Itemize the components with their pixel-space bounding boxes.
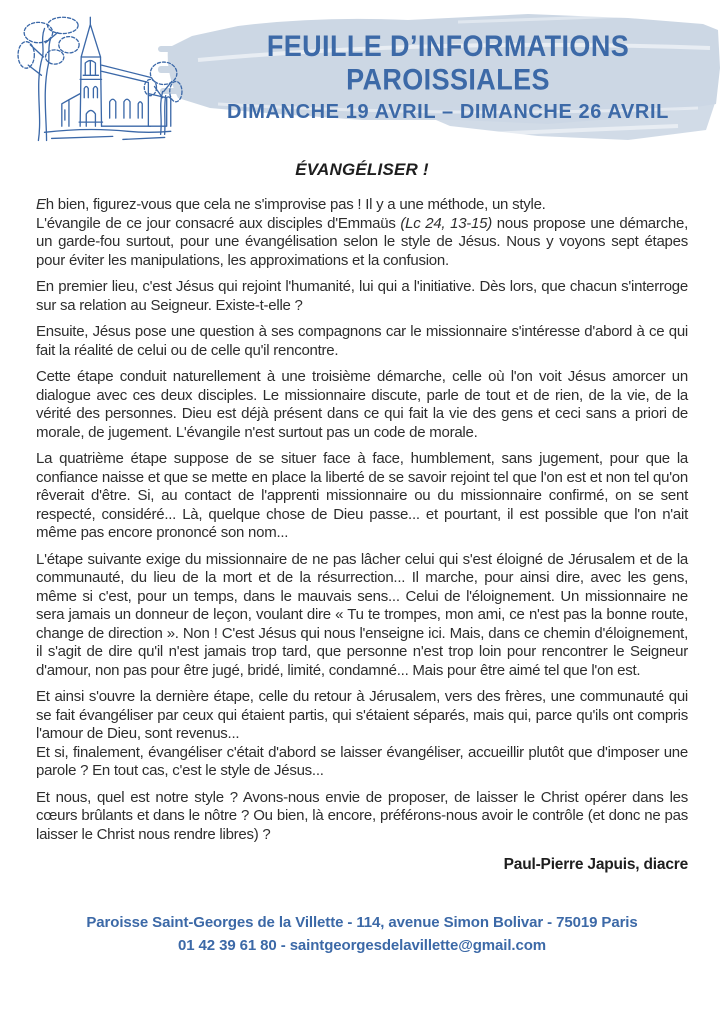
author-signature: Paul-Pierre Japuis, diacre (503, 856, 688, 873)
article-body (0, 196, 724, 875)
scripture-reference: (Lc 24, 13-15) (400, 214, 492, 232)
paragraph-third-step: Cette étape conduit naturellement à une troisième démarche, celle où l'on voit Jésus amorcer un dialogue avec ces deux disciples. Le missionnaire discute, parle de tout et de rien, de la vie, de la vérité des personnes. Dieu est déjà présent dans ce qui fait la vie des gens et ceci sans a priori de morale, de jugement. L'évangile n'est surtout pas un code de morale. (36, 368, 688, 441)
paragraph-second-step: Ensuite, Jésus pose une question à ses compagnons car le missionnaire s'intéresse d'abord à ce qui fait la réalité de celui ou de celle qu'il rencontre. (36, 323, 688, 359)
article-title: ÉVANGÉLISER ! (295, 160, 429, 179)
paragraph-fifth-step: L'étape suivante exige du missionnaire de ne pas lâcher celui qui s'est éloigné de Jérusalem et de la communauté, du lieu de la mort et de la résurrection... Il marche, pour ainsi dire, avec les gens, même si c'est, pour un temps, dans le mauvais sens... Celui de l'éloignement. Un missionnaire ne sera jamais un donneur de leçon, voulant dire « Tu te trompes, mon ami, ce n'est pas la bonne route, change de direction ». Non ! C'est Jésus qui nous l'enseigne ici. Mais, dans ce chemin d'éloignement, il s'agit de dire qu'il n'est jamais trop tard, que personne n'est trop loin pour rencontrer le Seigneur d'amour, non pas pour être jugé, bridé, limité, condamné... Mais pour être aimé tel que l'on est. (36, 550, 688, 679)
paragraph-final-challenge: Et nous, quel est notre style ? Avons-nous envie de proposer, de laisser le Christ opérer dans les cœurs brûlants et dans le nôtre ? Ou bien, là encore, préférons-nous avoir le contrôle (et donc ne pas laisser le Christ nous rendre libres) ? (36, 788, 688, 843)
intro-line (36, 196, 688, 215)
paragraph-last-step: Et ainsi s'ouvre la dernière étape, celle du retour à Jérusalem, vers des frères, une communauté qui se fait évangéliser par ceux qui étaient partis, qui s'étaient séparés, mais qui, parce qu'ils ont compris l'amour de Dieu, sont revenus... (36, 688, 688, 742)
intro-part1: L'évangile de ce jour consacré aux disciples d'Emmaüs (36, 214, 401, 232)
header (0, 0, 724, 152)
paragraph-fourth-step: La quatrième étape suppose de se situer face à face, humblement, sans jugement, pour que la confiance naisse et que se mette en place la liberté de se savoir rejoint tel que l'on est et non tel qu'on rêverait d'être. Si, au contact de l'apprenti missionnaire ou du missionnaire confirmé, on se sent respecté, considéré... Là, quelque chose de Dieu passe... et pourtant, il est possible que l'on n'ait même pas encore prononcé son nom... (36, 450, 688, 541)
intro-paragraph (36, 215, 688, 271)
intro-part2: nous propose une démarche, un garde-fou surtout, pour une évangélisation selon le style de Jésus. Nous y voyons sept étapes pour éviter les manipulations, les approximations et la confusion. (36, 214, 688, 269)
paragraph-conclusion-question: Et si, finalement, évangéliser c'était d'abord se laisser évangéliser, accueillir plutôt que d'imposer une parole ? En tout cas, c'est le style de Jésus... (36, 743, 688, 779)
footer-address-line: Paroisse Saint-Georges de la Villette - 114, avenue Simon Bolivar - 75019 Paris (86, 913, 638, 931)
newsletter-date-range: DIMANCHE 19 AVRIL – DIMANCHE 26 AVRIL (227, 101, 669, 123)
paragraph-first-step: En premier lieu, c'est Jésus qui rejoint l'humanité, lui qui a l'initiative. Dès lors, que chacun s'interroge sur sa relation au Seigneur. Existe-t-elle ? (36, 278, 688, 314)
intro-lead-letter: E (36, 196, 46, 213)
footer (0, 911, 724, 957)
header-text-block (178, 30, 718, 124)
newsletter-title: FEUILLE D’INFORMATIONS PAROISSIALES (266, 30, 630, 96)
intro-line-text: h bien, figurez-vous que cela ne s'improvise pas ! Il y a une méthode, un style. (45, 196, 546, 213)
church-logo-icon (16, 12, 184, 160)
footer-contact-line: 01 42 39 61 80 - saintgeorgesdelavillette@gmail.com (177, 936, 547, 954)
